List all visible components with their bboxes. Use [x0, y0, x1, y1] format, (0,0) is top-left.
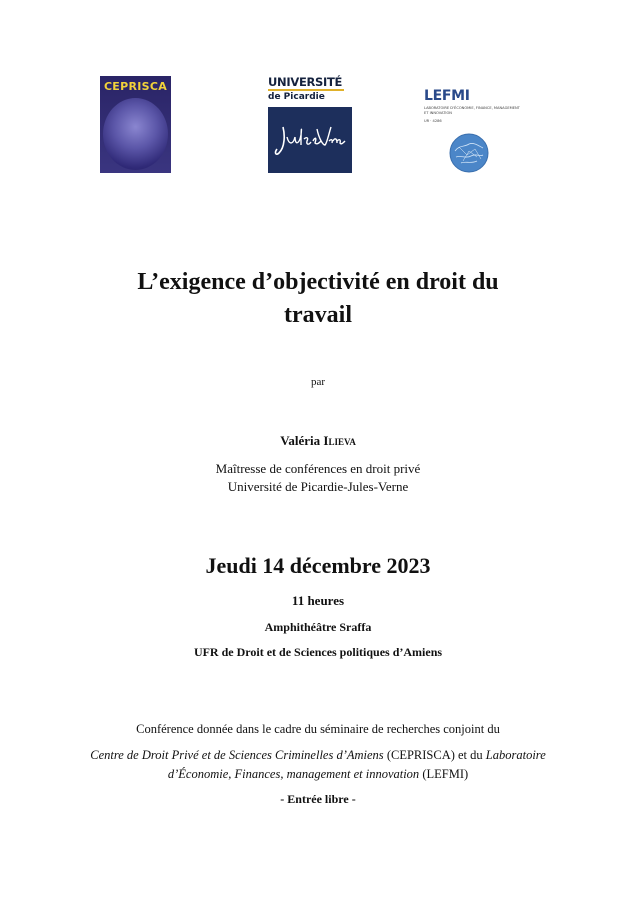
upjv-logo-line1: UNIVERSITÉ [268, 75, 343, 89]
speaker-role-line2: Université de Picardie-Jules-Verne [227, 479, 409, 494]
lecture-title: L’exigence d’objectivité en droit du travail [137, 269, 499, 328]
event-date: Jeudi 14 décembre 2023 [205, 553, 431, 578]
lefmi-logo-subtitle: LABORATOIRE D'ÉCONOMIE, FINANCE, MANAGEMENT ET INNOVATION [424, 106, 520, 115]
free-entry-note: - Entrée libre - [280, 792, 356, 806]
lab2-acronym: (LEFMI) [422, 767, 469, 781]
conference-intro: Conférence donnée dans le cadre du séminaire de recherches conjoint du [136, 722, 500, 736]
lab1-name: Centre de Droit Privé et de Sciences Criminelles d’Amiens [90, 748, 384, 762]
lefmi-logo [424, 88, 524, 178]
lab1-acronym: (CEPRISCA) et du [386, 748, 483, 762]
upjv-logo [268, 76, 352, 173]
event-faculty: UFR de Droit et de Sciences politiques d’Amiens [193, 645, 443, 659]
event-hour: 11 heures [291, 593, 345, 608]
conference-labs [0, 746, 636, 784]
lefmi-logo-code: UR · 4286 [424, 119, 442, 123]
speaker-first-name: Valéria [280, 433, 321, 448]
speaker-name [0, 433, 636, 449]
by-label: par [310, 376, 326, 388]
lefmi-logo-name: LEFMI [424, 88, 470, 104]
upjv-logo-line2: de Picardie [268, 92, 325, 102]
lefmi-globe-icon [449, 133, 489, 173]
speaker-last-name: Ilieva [323, 433, 356, 448]
lab2-name: Laboratoire d’Économie, Finances, management et innovation [167, 748, 546, 781]
speaker-role [0, 460, 636, 496]
ceprisca-orb-icon [103, 98, 168, 170]
event-room: Amphithéâtre Sraffa [264, 620, 372, 634]
ceprisca-logo [100, 76, 171, 173]
jules-verne-signature-icon [268, 107, 352, 173]
speaker-role-line1: Maîtresse de conférences en droit privé [215, 461, 421, 476]
ceprisca-logo-text: CEPRISCA [103, 80, 168, 93]
upjv-logo-bar [268, 89, 344, 91]
